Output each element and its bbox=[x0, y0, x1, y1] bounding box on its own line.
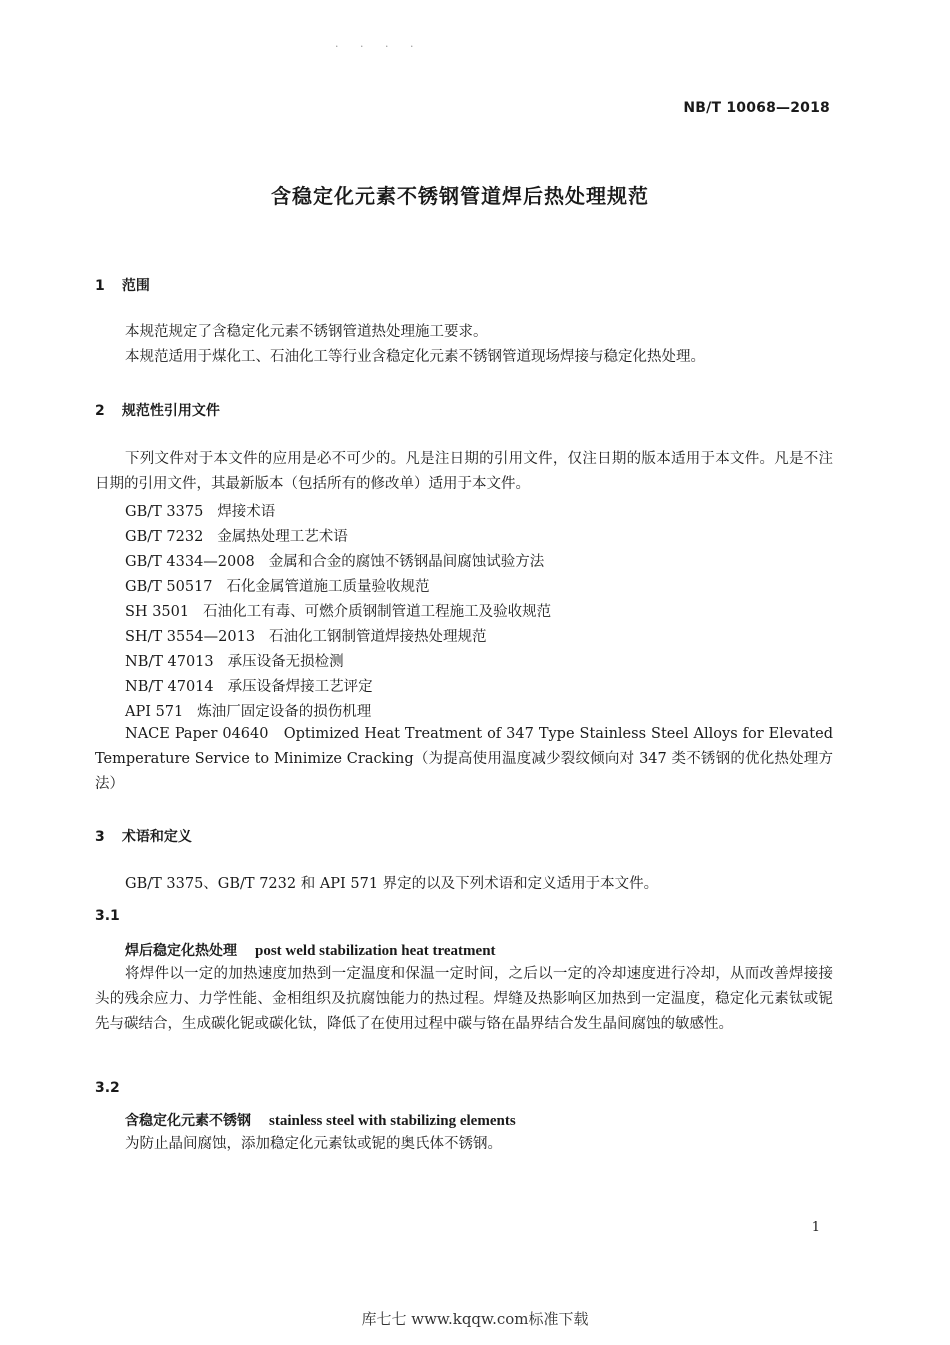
reference-code: API 571 bbox=[125, 704, 184, 720]
terms-intro: GB/T 3375、GB/T 7232 和 API 571 界定的以及下列术语和定义适用于本文件。 bbox=[125, 876, 659, 892]
reference-item bbox=[125, 675, 373, 696]
reference-title: 承压设备焊接工艺评定 bbox=[227, 679, 373, 695]
reference-code: GB/T 4334—2008 bbox=[125, 554, 255, 570]
term-english: stainless steel with stabilizing elements bbox=[269, 1113, 516, 1129]
scope-paragraph: 本规范适用于煤化工、石油化工等行业含稳定化元素不锈钢管道现场焊接与稳定化热处理。 bbox=[125, 349, 705, 365]
term-heading bbox=[125, 940, 496, 960]
term-chinese: 含稳定化元素不锈钢 bbox=[125, 1113, 251, 1129]
reference-title: 石化金属管道施工质量验收规范 bbox=[226, 579, 430, 595]
section-1-heading bbox=[95, 275, 150, 295]
page-number: 1 bbox=[811, 1220, 820, 1235]
references-intro: 下列文件对于本文件的应用是必不可少的。凡是注日期的引用文件，仅注日期的版本适用于本文件。凡是不注日期的引用文件，其最新版本（包括所有的修改单）适用于本文件。 bbox=[95, 451, 833, 492]
term-number: 3.1 bbox=[95, 908, 120, 924]
scope-paragraph: 本规范规定了含稳定化元素不锈钢管道热处理施工要求。 bbox=[125, 324, 488, 340]
reference-item bbox=[125, 575, 430, 596]
reference-title: 炼油厂固定设备的损伤机理 bbox=[197, 704, 372, 720]
section-title: 规范性引用文件 bbox=[121, 403, 220, 419]
reference-title: 金属热处理工艺术语 bbox=[217, 529, 348, 545]
reference-title: 石油化工钢制管道焊接热处理规范 bbox=[269, 629, 487, 645]
reference-item bbox=[125, 700, 371, 721]
section-title: 术语和定义 bbox=[121, 829, 192, 845]
reference-code: SH 3501 bbox=[125, 604, 190, 620]
section-3-heading bbox=[95, 826, 192, 846]
term-definition: 为防止晶间腐蚀，添加稳定化元素钛或铌的奥氏体不锈钢。 bbox=[125, 1136, 502, 1152]
footer-watermark: 库七七 www.kqqw.com标准下载 bbox=[361, 1310, 589, 1328]
standard-number: NB/T 10068—2018 bbox=[683, 100, 830, 116]
reference-code: SH/T 3554—2013 bbox=[125, 629, 256, 645]
reference-title: 承压设备无损检测 bbox=[227, 654, 344, 670]
reference-code: GB/T 3375 bbox=[125, 504, 204, 520]
reference-item bbox=[125, 600, 551, 621]
section-number: 1 bbox=[95, 278, 105, 294]
scan-marks: · · · · bbox=[335, 40, 423, 53]
term-english: post weld stabilization heat treatment bbox=[255, 943, 496, 959]
reference-title: 金属和合金的腐蚀不锈钢晶间腐蚀试验方法 bbox=[268, 554, 545, 570]
reference-item bbox=[125, 550, 544, 571]
section-number: 2 bbox=[95, 403, 105, 419]
section-number: 3 bbox=[95, 829, 105, 845]
term-heading bbox=[125, 1110, 516, 1130]
section-2-heading bbox=[95, 400, 220, 420]
nace-reference: NACE Paper 04640 Optimized Heat Treatment of 347 Type Stainless Steel Alloys for Elevated Temperature Service to Minimize Cracking（为提高使用温度减少裂纹倾向对 347 类不锈钢的优化热处理方法） bbox=[95, 726, 833, 792]
section-title: 范围 bbox=[121, 278, 150, 294]
reference-code: GB/T 7232 bbox=[125, 529, 204, 545]
term-chinese: 焊后稳定化热处理 bbox=[125, 943, 237, 959]
reference-item bbox=[125, 525, 348, 546]
reference-title: 焊接术语 bbox=[217, 504, 276, 520]
reference-item bbox=[125, 650, 344, 671]
document-title: 含稳定化元素不锈钢管道焊后热处理规范 bbox=[271, 184, 649, 208]
reference-code: NB/T 47014 bbox=[125, 679, 214, 695]
reference-code: NB/T 47013 bbox=[125, 654, 214, 670]
reference-item bbox=[125, 625, 487, 646]
reference-code: GB/T 50517 bbox=[125, 579, 213, 595]
term-number: 3.2 bbox=[95, 1080, 120, 1096]
term-definition: 将焊件以一定的加热速度加热到一定温度和保温一定时间，之后以一定的冷却速度进行冷却，从而改善焊接接头的残余应力、力学性能、金相组织及抗腐蚀能力的热过程。焊缝及热影响区加热到一定温度，稳定化元素钛或铌先与碳结合，生成碳化铌或碳化钛，降低了在使用过程中碳与铬在晶界结合发生晶间腐蚀的敏感性。 bbox=[95, 966, 833, 1032]
reference-item bbox=[125, 500, 275, 521]
reference-title: 石油化工有毒、可燃介质钢制管道工程施工及验收规范 bbox=[203, 604, 552, 620]
